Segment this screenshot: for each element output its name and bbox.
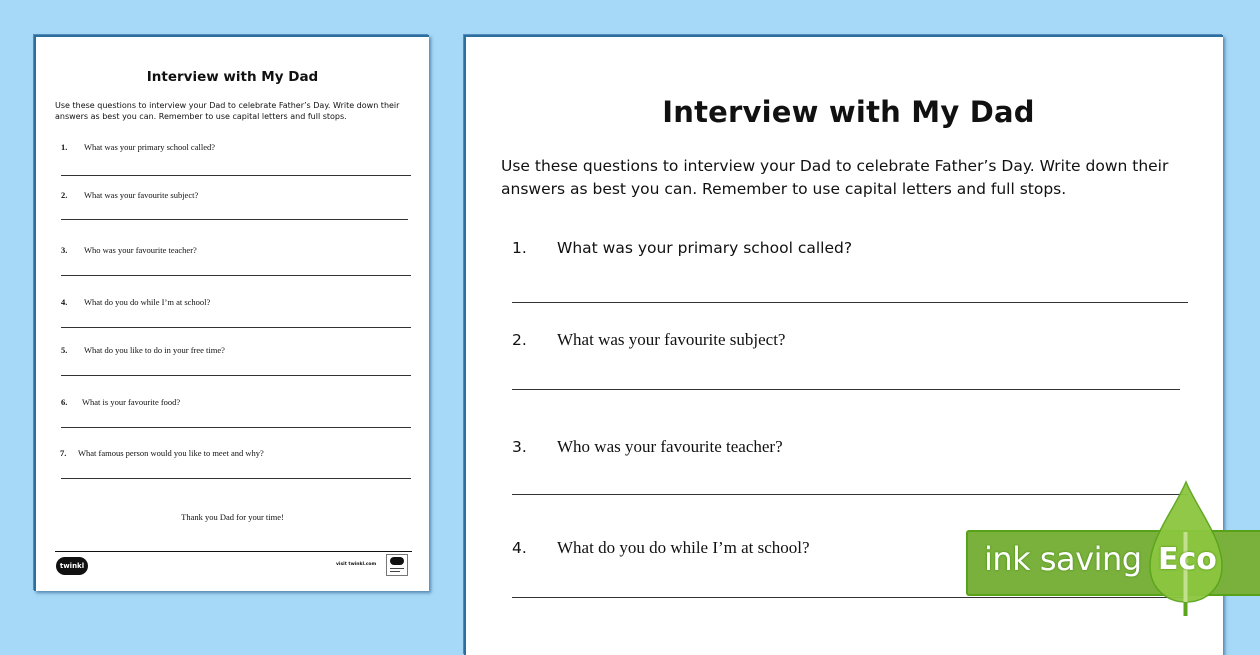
- question-text: What was your favourite subject?: [557, 330, 786, 349]
- answer-line: [61, 175, 411, 176]
- question-number: 7.: [60, 448, 67, 458]
- question-text: What do you do while I’m at school?: [557, 538, 810, 557]
- eco-ink-saving-badge: [966, 530, 1260, 596]
- question-number: 6.: [61, 397, 68, 407]
- answer-line: [512, 494, 1188, 495]
- thank-you-text: Thank you Dad for your time!: [181, 512, 284, 522]
- eco-label: Eco: [1158, 542, 1217, 577]
- question-number: 1.: [61, 142, 68, 152]
- footer-divider: [55, 551, 412, 552]
- answer-line: [61, 478, 411, 479]
- intro-line2: answers as best you can. Remember to use capital letters and full stops.: [501, 180, 1067, 198]
- answer-line: [512, 302, 1188, 303]
- ink-saving-label: ink saving: [984, 540, 1142, 578]
- question-number: 2.: [61, 190, 68, 200]
- answer-line: [61, 219, 408, 220]
- answer-line: [61, 375, 411, 376]
- question-number: 3.: [512, 438, 527, 456]
- checked-stamp-icon: [386, 554, 408, 576]
- question-text: What was your favourite subject?: [84, 190, 199, 200]
- question-number: 5.: [61, 345, 68, 355]
- question-number: 4.: [61, 297, 68, 307]
- question-text: What is your favourite food?: [82, 397, 181, 407]
- twinkl-logo: twinkl: [56, 557, 88, 575]
- question-number: 4.: [512, 539, 527, 557]
- question-text: What do you do while I’m at school?: [84, 297, 211, 307]
- question-text: Who was your favourite teacher?: [557, 437, 783, 456]
- visit-link: visit twinkl.com: [336, 562, 377, 567]
- answer-line: [61, 327, 411, 328]
- question-text: What do you like to do in your free time?: [84, 345, 225, 355]
- question-number: 3.: [61, 245, 68, 255]
- question-number: 2.: [512, 331, 527, 349]
- worksheet-thumbnail[interactable]: [34, 35, 429, 591]
- thumbnail-intro-line2: answers as best you can. Remember to use capital letters and full stops.: [55, 112, 347, 121]
- answer-line: [61, 275, 411, 276]
- intro-line1: Use these questions to interview your Dad to celebrate Father’s Day. Write down their: [501, 157, 1169, 175]
- question-text: Who was your favourite teacher?: [84, 245, 197, 255]
- question-text: What was your primary school called?: [84, 142, 215, 152]
- page-title: Interview with My Dad: [662, 95, 1035, 129]
- answer-line: [512, 597, 1188, 598]
- question-text: What was your primary school called?: [557, 239, 853, 257]
- answer-line: [512, 389, 1180, 390]
- question-number: 1.: [512, 239, 527, 257]
- answer-line: [61, 427, 411, 428]
- question-text: What famous person would you like to meet and why?: [78, 448, 264, 458]
- thumbnail-intro-line1: Use these questions to interview your Dad to celebrate Father’s Day. Write down their: [55, 101, 400, 110]
- thumbnail-title: Interview with My Dad: [146, 69, 319, 85]
